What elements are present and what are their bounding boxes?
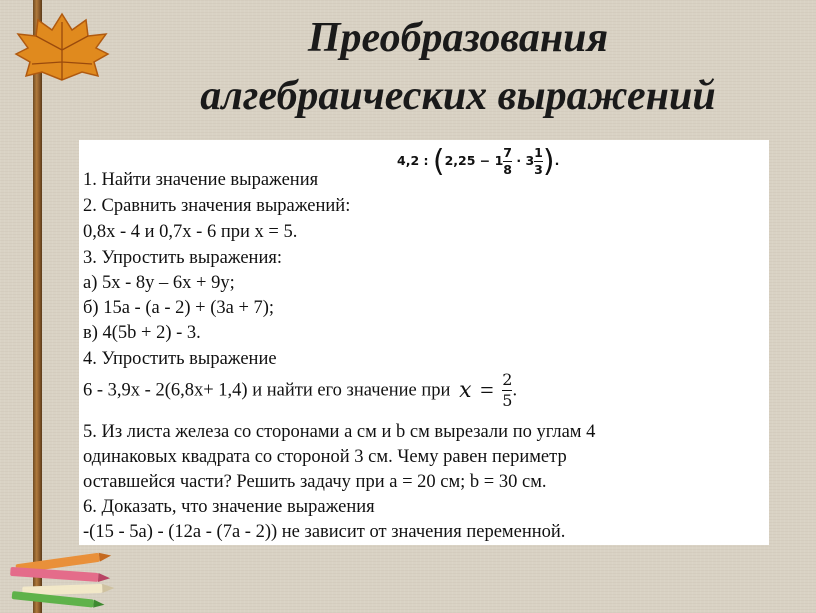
page-title-line1: Преобразования (307, 15, 609, 61)
formula-end: . (554, 153, 560, 168)
task6-text: 6. Доказать, что значение выражения (83, 497, 375, 517)
task5-line1: 5. Из листа железа со сторонами а см и b см вырезали по углам 4 (83, 422, 596, 442)
task3-item-b: б) 15a - (a - 2) + (3a + 7); (83, 298, 275, 318)
formula-term-a: 2,25 − 1 (444, 153, 504, 168)
formula-fraction-1 (503, 144, 512, 177)
formula-paren-open: ( (432, 144, 445, 179)
formula-lead: 4,2 : (397, 153, 429, 168)
task2-text: 2. Сравнить значения выражений: (83, 196, 351, 216)
task4-fraction-denominator: 5 (502, 391, 513, 410)
task4-fraction-numerator: 2 (502, 370, 513, 389)
page-title-line2: алгебраических выражений (200, 73, 716, 119)
formula-dot: · (516, 153, 522, 168)
task3-item-a: а) 5x - 8y – 6x + 9y; (83, 273, 235, 293)
task4-fraction (502, 372, 512, 409)
task6-expression: -(15 - 5а) - (12а - (7а - 2)) не зависит от значения переменной. (83, 522, 566, 542)
fraction-2-numerator: 1 (534, 144, 543, 160)
task2-expressions: 0,8x - 4 и 0,7x - 6 при x = 5. (83, 222, 298, 242)
fraction-1-numerator: 7 (503, 144, 512, 160)
task4-end: . (512, 380, 518, 401)
formula-term-b: 3 (525, 153, 535, 168)
task3-text: 3. Упростить выражения: (83, 248, 283, 268)
task4-expression (83, 372, 517, 409)
task5-line3: оставшейся части? Решить задачу при а = 20 см; b = 30 см. (83, 472, 547, 492)
task4-variable: x (459, 377, 472, 403)
task4-text: 4. Упростить выражение (83, 349, 277, 369)
formula-fraction-2 (534, 144, 543, 177)
task1-formula (397, 144, 559, 179)
crayons-icon (0, 545, 140, 613)
task1-text: 1. Найти значение выражения (83, 170, 319, 190)
tasks-panel (79, 140, 769, 545)
fraction-1-denominator: 8 (503, 162, 512, 177)
task3-item-c: в) 4(5b + 2) - 3. (83, 323, 201, 343)
task4-equals: = (480, 377, 494, 404)
fraction-2-denominator: 3 (534, 162, 543, 177)
task4-expression-text: 6 - 3,9x - 2(6,8x+ 1,4) и найти его значение при (83, 380, 451, 401)
formula-paren-close: ) (542, 144, 555, 179)
autumn-leaf-icon (12, 10, 112, 85)
decorative-wooden-stick (33, 0, 42, 613)
task5-line2: одинаковых квадрата со стороной 3 см. Чему равен периметр (83, 447, 567, 467)
